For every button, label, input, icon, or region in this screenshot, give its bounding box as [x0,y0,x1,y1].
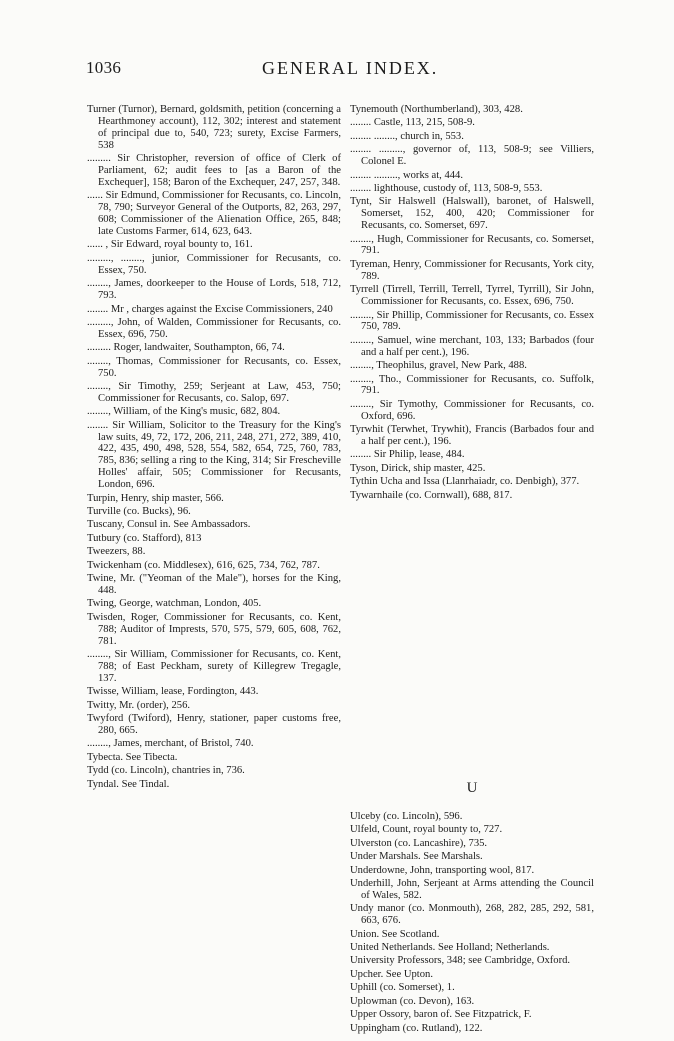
index-entry: ...... Sir Edmund, Commissioner for Recusants, co. Lincoln, 78, 790; Surveyor General of the Outports, 82, 263, 297, 608; Commissioner of the Alienation Office, 265, 848; late Customs Farmer, 614, 623, 643. [87,190,341,238]
index-entry: ........, James, merchant, of Bristol, 740. [87,738,254,750]
index-entry: ........ Sir Philip, lease, 484. [350,449,465,461]
index-entry: ........ lighthouse, custody of, 113, 508-9, 553. [350,182,543,194]
index-entry: Upcher. See Upton. [350,968,433,980]
index-entry: Tuscany, Consul in. See Ambassadors. [87,519,251,531]
index-entry: Upper Ossory, baron of. See Fitzpatrick, F. [350,1009,532,1021]
index-entry: Turner (Turnor), Bernard, goldsmith, petition (concerning a Hearthmoney account), 112, 302; interest and statement of principal due to, 540, 723; surety, Excise Farmers, 538 [87,104,341,151]
index-entry: Union. See Scotland. [350,928,440,940]
index-entry: Twitty, Mr. (order), 256. [87,699,191,711]
right-column [350,104,594,1036]
index-entry: Tynt, Sir Halswell (Halswall), baronet, of Halswell, Somerset, 152, 400, 420; Commissioner for Recusants, co. Somerset, 697. [350,196,594,232]
index-entry: Uppingham (co. Rutland), 122. [350,1022,483,1034]
index-entry: Tynemouth (Northumberland), 303, 428. [350,104,523,115]
index-entry: Tutbury (co. Stafford), 813 [87,532,202,544]
column-gap [350,503,594,753]
index-entry: Uphill (co. Somerset), 1. [350,982,455,994]
index-entry: Turpin, Henry, ship master, 566. [87,492,224,504]
left-column [87,104,341,792]
index-entry: Twisse, William, lease, Fordington, 443. [87,686,259,698]
index-entry: Ulverston (co. Lancashire), 735. [350,837,488,849]
index-entry: ........, Theophilus, gravel, New Park, 488. [350,360,527,372]
index-entry: ........ Mr , charges against the Excise Commissioners, 240 [87,303,333,315]
index-entry: Tydd (co. Lincoln), chantries in, 736. [87,765,245,777]
index-entry: ......... Roger, landwaiter, Southampton, 66, 74. [87,342,285,354]
index-entry: Ulceby (co. Lincoln), 596. [350,811,463,822]
index-entry: ......... Sir Christopher, reversion of office of Clerk of Parliament, 62; audit fees to [as a Baron of the Exchequer], 158; Baron of the Exchequer, 247, 257, 348. [87,153,341,188]
index-entry: ........, William, of the King's music, 682, 804. [87,406,281,418]
index-entry: Tyson, Dirick, ship master, 425. [350,462,486,474]
index-entry: ........ ........, church in, 553. [350,130,464,142]
index-entry: ........, Samuel, wine merchant, 103, 133; Barbados (four and a half per cent.), 196. [350,334,594,358]
index-entry: ........, Hugh, Commissioner for Recusants, co. Somerset, 791. [350,233,594,257]
index-entry: Turville (co. Bucks), 96. [87,506,191,517]
index-entry: Undy manor (co. Monmouth), 268, 282, 285, 292, 581, 663, 676. [350,903,594,927]
page-header [86,58,586,82]
index-entry: United Netherlands. See Holland; Netherlands. [350,942,550,954]
index-entry: Twyford (Twiford), Henry, stationer, paper customs free, 280, 665. [87,713,341,736]
index-entry: ...... , Sir Edward, royal bounty to, 161. [87,239,253,251]
index-entry: Uplowman (co. Devon), 163. [350,995,475,1007]
index-entry: ........ ........., governor of, 113, 508-9; see Villiers, Colonel E. [350,144,594,168]
index-entry: Tyndal. See Tindal. [87,778,170,790]
index-entry: ........, Sir Timothy, 259; Serjeant at Law, 453, 750; Commissioner for Recusants, co. Salop, 697. [87,380,341,404]
index-entry: University Professors, 348; see Cambridge, Oxford. [350,955,571,967]
index-entry: ........ Castle, 113, 215, 508-9. [350,117,475,129]
index-entry: Twing, George, watchman, London, 405. [87,598,262,610]
index-entry: ........, Tho., Commissioner for Recusants, co. Suffolk, 791. [350,373,594,397]
index-entry: Twickenham (co. Middlesex), 616, 625, 734, 762, 787. [87,559,320,571]
index-entry: Underhill, John, Serjeant at Arms attending the Council of Wales, 582. [350,878,594,901]
index-entry: ........, Thomas, Commissioner for Recusants, co. Essex, 750. [87,355,341,379]
index-entry: Tybecta. See Tibecta. [87,751,178,763]
index-entry: ........., John, of Walden, Commissioner for Recusants, co. Essex, 696, 750. [87,316,341,340]
index-entry: Twine, Mr. ("Yeoman of the Male"), horses for the King, 448. [87,573,341,596]
index-entry: Tywarnhaile (co. Cornwall), 688, 817. [350,489,513,501]
page-title: GENERAL INDEX. [262,58,439,78]
index-entry: ........, Sir William, Commissioner for Recusants, co. Kent, 788; of East Peckham, surety of Killegrew Tregagle, 137. [87,648,341,684]
index-entry: Tyrwhit (Terwhet, Trywhit), Francis (Barbados four and a half per cent.), 196. [350,424,594,448]
index-entry: ........ Sir William, Solicitor to the Treasury for the King's law suits, 49, 72, 172, 206, 211, 248, 271, 272, 389, 410, 422, 435, 490, 498, 528, 554, 582, 654, 725, 760, 783, 785, 836; selling a ring to the King, 314; Sir Frescheville Holles' affair, 505; Commissioner for Recusants, London, 696. [87,419,341,491]
index-entry: Tyreman, Henry, Commissioner for Recusants, York city, 789. [350,258,594,282]
index-entry: Ulfeld, Count, royal bounty to, 727. [350,824,503,836]
index-entry: ........, Sir Tymothy, Commissioner for Recusants, co. Oxford, 696. [350,398,594,422]
index-entry: ........., ........, junior, Commissioner for Recusants, co. Essex, 750. [87,252,341,276]
index-entry: ........, Sir Phillip, Commissioner for Recusants, co. Essex 750, 789. [350,309,594,333]
index-entry: ........ ........., works at, 444. [350,169,463,181]
index-entry: ........, James, doorkeeper to the House of Lords, 518, 712, 793. [87,278,341,302]
index-entry: Twisden, Roger, Commissioner for Recusants, co. Kent, 788; Auditor of Imprests, 570, 575, 579, 605, 608, 762, 781. [87,611,341,647]
section-letter: U [466,780,478,797]
page-number: 1036 [86,58,122,77]
index-entry: Tweezers, 88. [87,546,146,558]
index-entry: Tythin Ucha and Issa (Llanrhaiadr, co. Denbigh), 377. [350,476,580,488]
index-entry: Underdowne, John, transporting wool, 817. [350,864,535,876]
index-entry: Under Marshals. See Marshals. [350,851,483,863]
index-entry: Tyrrell (Tirrell, Terrill, Terrell, Tyrrel, Tyrrill), Sir John, Commissioner for Recusants, co. Essex, 696, 750. [350,284,594,308]
